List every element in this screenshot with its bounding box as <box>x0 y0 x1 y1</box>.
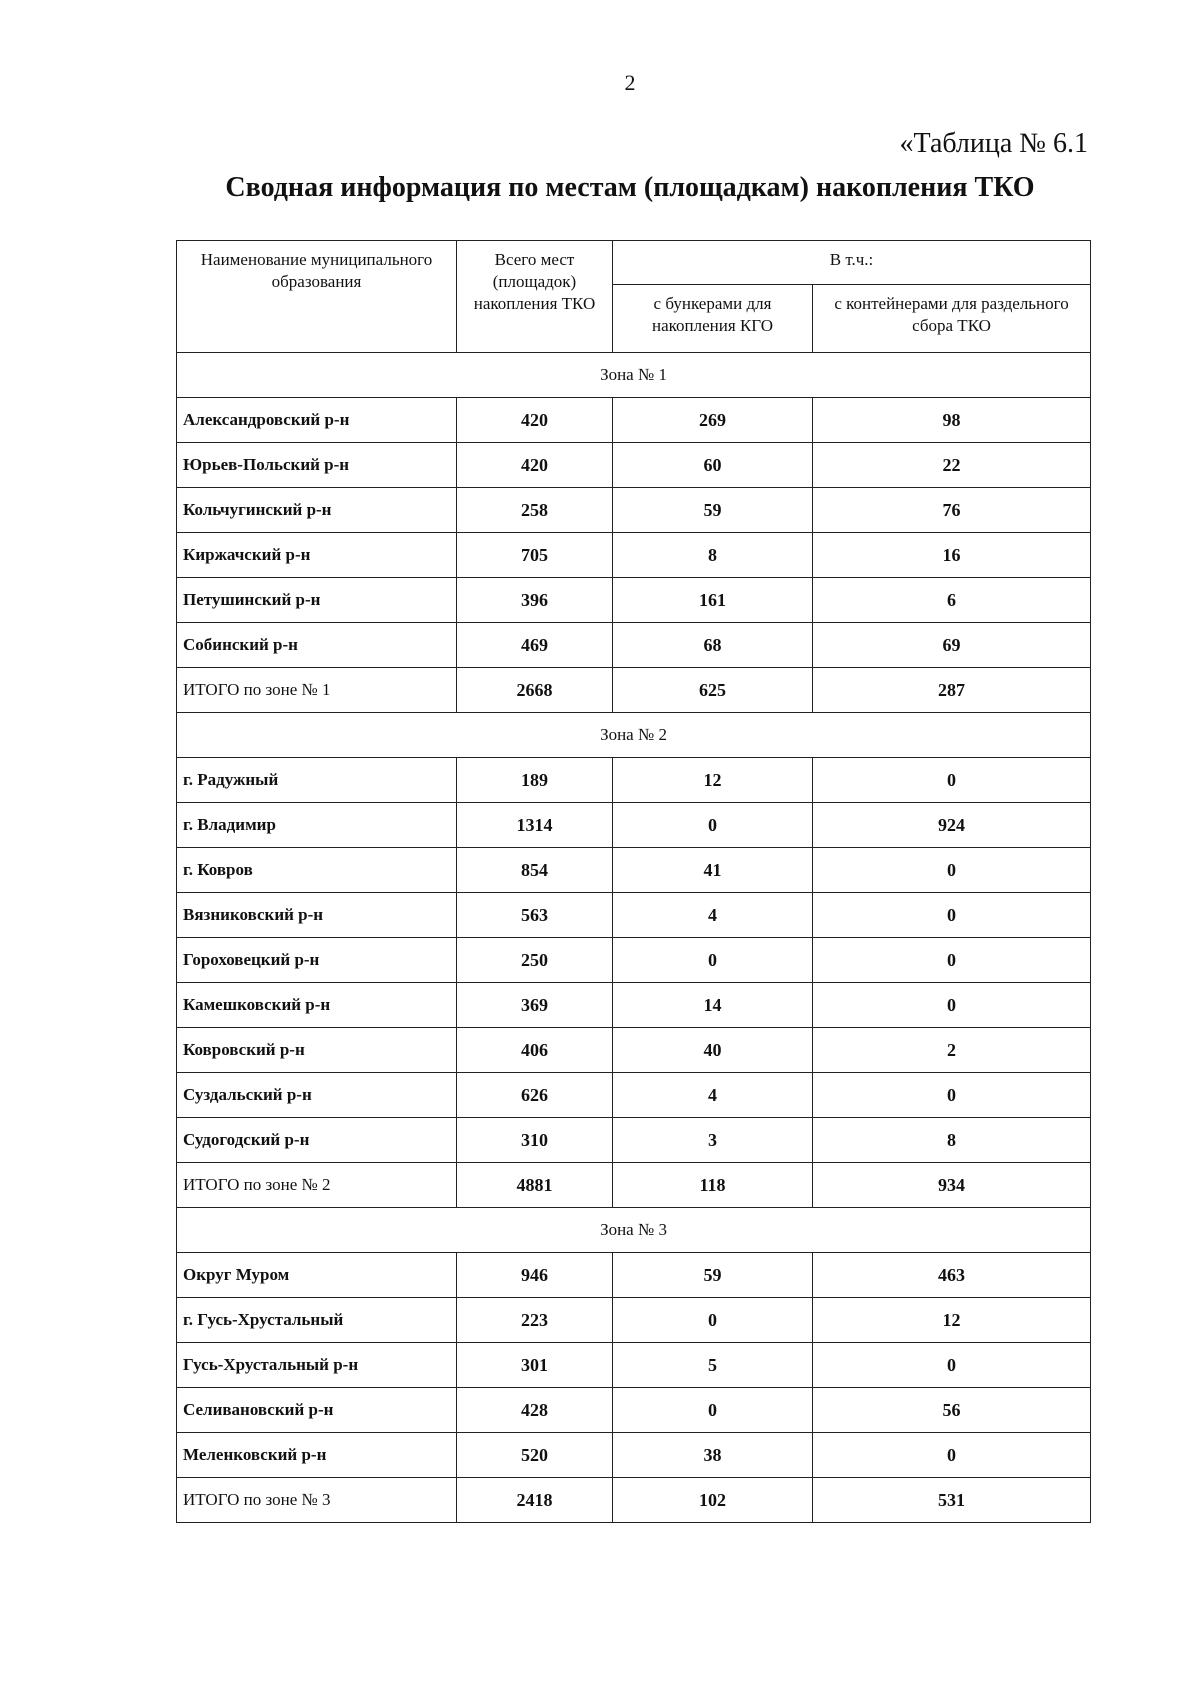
table-row <box>177 1253 1091 1298</box>
cell-bunkers: 4 <box>613 1073 813 1118</box>
table-row <box>177 803 1091 848</box>
zone-title: Зона № 3 <box>177 1208 1091 1253</box>
table-header-row <box>177 241 1091 285</box>
cell-total: 189 <box>457 758 613 803</box>
cell-containers: 0 <box>813 1343 1091 1388</box>
cell-name: г. Радужный <box>177 758 457 803</box>
table-row <box>177 623 1091 668</box>
table-row <box>177 1433 1091 1478</box>
cell-bunkers: 0 <box>613 1388 813 1433</box>
cell-total: 369 <box>457 983 613 1028</box>
table-row <box>177 983 1091 1028</box>
cell-containers: 56 <box>813 1388 1091 1433</box>
cell-bunkers: 269 <box>613 398 813 443</box>
zone-header-row <box>177 713 1091 758</box>
table-row <box>177 578 1091 623</box>
zone-header-row <box>177 353 1091 398</box>
cell-total: 520 <box>457 1433 613 1478</box>
table-row <box>177 893 1091 938</box>
cell-name: Петушинский р-н <box>177 578 457 623</box>
cell-total: 406 <box>457 1028 613 1073</box>
table-row <box>177 938 1091 983</box>
cell-total: 301 <box>457 1343 613 1388</box>
cell-total: 310 <box>457 1118 613 1163</box>
cell-containers: 6 <box>813 578 1091 623</box>
cell-name: Суздальский р-н <box>177 1073 457 1118</box>
cell-bunkers: 102 <box>613 1478 813 1523</box>
cell-total: 258 <box>457 488 613 533</box>
cell-name: Меленковский р-н <box>177 1433 457 1478</box>
cell-bunkers: 118 <box>613 1163 813 1208</box>
cell-containers: 69 <box>813 623 1091 668</box>
cell-total: 1314 <box>457 803 613 848</box>
cell-bunkers: 0 <box>613 938 813 983</box>
header-name: Наименование муниципального образования <box>177 241 457 353</box>
cell-name: г. Ковров <box>177 848 457 893</box>
cell-name: Юрьев-Польский р-н <box>177 443 457 488</box>
cell-bunkers: 41 <box>613 848 813 893</box>
zone-total-row <box>177 1478 1091 1523</box>
cell-containers: 0 <box>813 938 1091 983</box>
zone-title: Зона № 2 <box>177 713 1091 758</box>
cell-total: 223 <box>457 1298 613 1343</box>
cell-name: Кольчугинский р-н <box>177 488 457 533</box>
cell-containers: 0 <box>813 1073 1091 1118</box>
cell-containers: 0 <box>813 1433 1091 1478</box>
cell-bunkers: 59 <box>613 488 813 533</box>
table-row <box>177 1118 1091 1163</box>
cell-containers: 934 <box>813 1163 1091 1208</box>
cell-containers: 76 <box>813 488 1091 533</box>
cell-containers: 8 <box>813 1118 1091 1163</box>
cell-total: 854 <box>457 848 613 893</box>
cell-total: 420 <box>457 443 613 488</box>
cell-containers: 0 <box>813 758 1091 803</box>
cell-name: Собинский р-н <box>177 623 457 668</box>
cell-total: 563 <box>457 893 613 938</box>
cell-containers: 22 <box>813 443 1091 488</box>
cell-bunkers: 12 <box>613 758 813 803</box>
cell-bunkers: 38 <box>613 1433 813 1478</box>
cell-name: г. Владимир <box>177 803 457 848</box>
cell-containers: 463 <box>813 1253 1091 1298</box>
zone-title: Зона № 1 <box>177 353 1091 398</box>
cell-bunkers: 625 <box>613 668 813 713</box>
table-row <box>177 1388 1091 1433</box>
cell-bunkers: 161 <box>613 578 813 623</box>
cell-name: Гусь-Хрустальный р-н <box>177 1343 457 1388</box>
cell-name: ИТОГО по зоне № 3 <box>177 1478 457 1523</box>
cell-name: Ковровский р-н <box>177 1028 457 1073</box>
cell-total: 4881 <box>457 1163 613 1208</box>
cell-total: 626 <box>457 1073 613 1118</box>
table-row <box>177 1073 1091 1118</box>
cell-total: 469 <box>457 623 613 668</box>
table-row <box>177 1343 1091 1388</box>
cell-name: Вязниковский р-н <box>177 893 457 938</box>
cell-bunkers: 59 <box>613 1253 813 1298</box>
cell-bunkers: 3 <box>613 1118 813 1163</box>
cell-name: Округ Муром <box>177 1253 457 1298</box>
document-title: Сводная информация по местам (площадкам) накопления ТКО <box>225 172 1035 203</box>
cell-containers: 287 <box>813 668 1091 713</box>
cell-name: Киржачский р-н <box>177 533 457 578</box>
cell-total: 428 <box>457 1388 613 1433</box>
zone-total-row <box>177 668 1091 713</box>
cell-containers: 0 <box>813 983 1091 1028</box>
cell-bunkers: 68 <box>613 623 813 668</box>
table-row <box>177 398 1091 443</box>
cell-containers: 0 <box>813 848 1091 893</box>
header-bunkers: с бункерами для накопления КГО <box>613 285 813 353</box>
cell-name: Судогодский р-н <box>177 1118 457 1163</box>
table-row <box>177 848 1091 893</box>
summary-table <box>176 240 1091 1523</box>
cell-bunkers: 40 <box>613 1028 813 1073</box>
cell-containers: 16 <box>813 533 1091 578</box>
table-row <box>177 533 1091 578</box>
cell-total: 2668 <box>457 668 613 713</box>
cell-bunkers: 8 <box>613 533 813 578</box>
cell-total: 420 <box>457 398 613 443</box>
header-total: Всего мест (площадок) накопления ТКО <box>457 241 613 353</box>
cell-total: 2418 <box>457 1478 613 1523</box>
cell-name: Александровский р-н <box>177 398 457 443</box>
cell-name: Гороховецкий р-н <box>177 938 457 983</box>
table-row <box>177 758 1091 803</box>
table-body <box>177 353 1091 1523</box>
table-row <box>177 488 1091 533</box>
header-containers: с контейнерами для раздельного сбора ТКО <box>813 285 1091 353</box>
table-row <box>177 1028 1091 1073</box>
cell-bunkers: 4 <box>613 893 813 938</box>
cell-name: ИТОГО по зоне № 2 <box>177 1163 457 1208</box>
cell-containers: 0 <box>813 893 1091 938</box>
header-including: В т.ч.: <box>613 241 1091 285</box>
cell-name: Камешковский р-н <box>177 983 457 1028</box>
cell-containers: 924 <box>813 803 1091 848</box>
page-number: 2 <box>624 70 636 95</box>
table-label: «Таблица № 6.1 <box>899 128 1088 159</box>
cell-name: Селивановский р-н <box>177 1388 457 1433</box>
cell-name: г. Гусь-Хрустальный <box>177 1298 457 1343</box>
zone-total-row <box>177 1163 1091 1208</box>
cell-containers: 2 <box>813 1028 1091 1073</box>
cell-containers: 531 <box>813 1478 1091 1523</box>
cell-containers: 98 <box>813 398 1091 443</box>
cell-bunkers: 5 <box>613 1343 813 1388</box>
cell-name: ИТОГО по зоне № 1 <box>177 668 457 713</box>
zone-header-row <box>177 1208 1091 1253</box>
cell-bunkers: 0 <box>613 1298 813 1343</box>
cell-bunkers: 14 <box>613 983 813 1028</box>
cell-total: 396 <box>457 578 613 623</box>
cell-bunkers: 0 <box>613 803 813 848</box>
cell-total: 250 <box>457 938 613 983</box>
cell-bunkers: 60 <box>613 443 813 488</box>
cell-total: 946 <box>457 1253 613 1298</box>
table-row <box>177 1298 1091 1343</box>
cell-total: 705 <box>457 533 613 578</box>
cell-containers: 12 <box>813 1298 1091 1343</box>
table-row <box>177 443 1091 488</box>
